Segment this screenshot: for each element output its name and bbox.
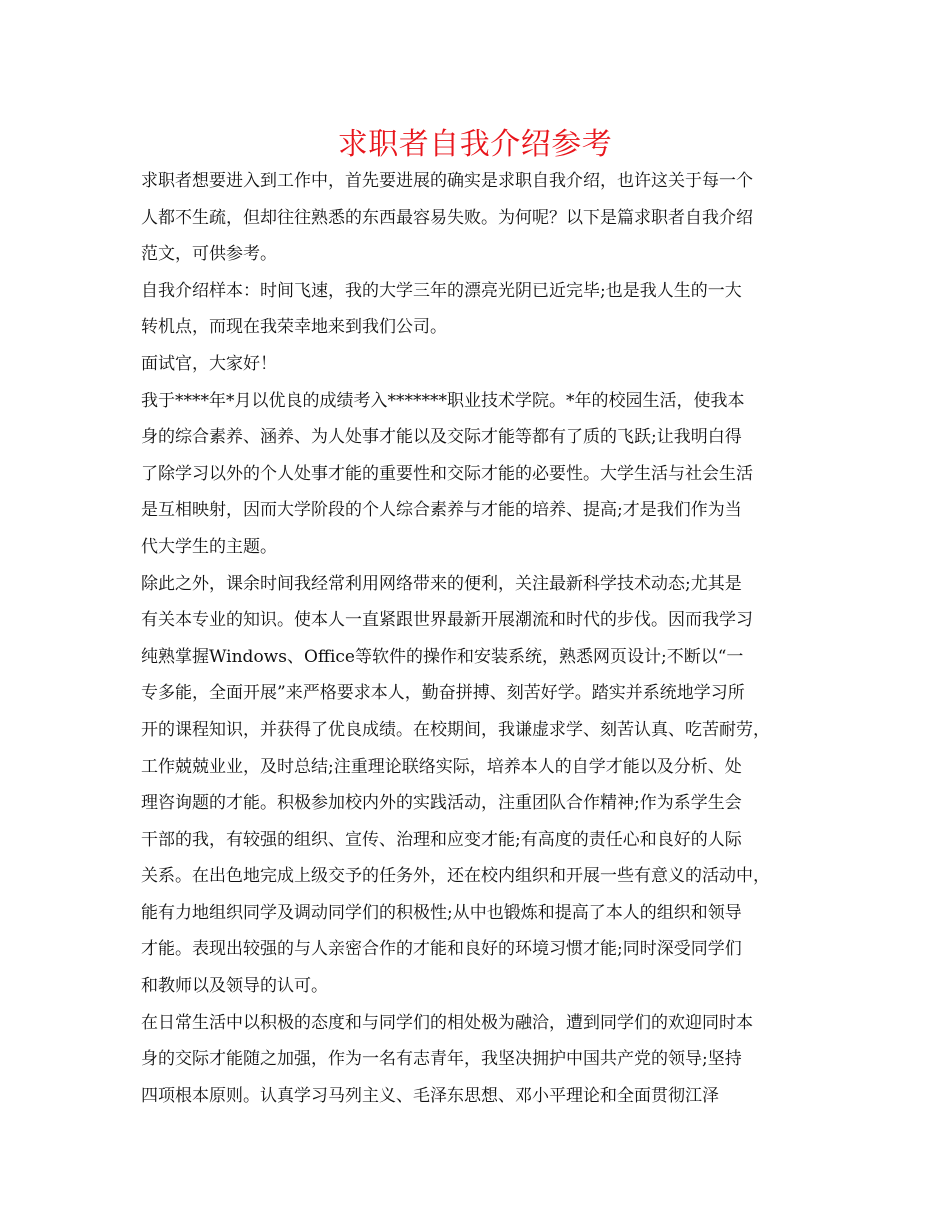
document-title: 求职者自我介绍参考: [337, 127, 613, 162]
body-text-line: 了除学习以外的个人处事才能的重要性和交际才能的必要性。大学生活与社会生活: [141, 463, 753, 484]
body-text-line: 有关本专业的知识。使本人一直紧跟世界最新开展潮流和时代的步伐。因而我学习: [141, 610, 753, 631]
body-text-line: 范文，可供参考。: [141, 244, 277, 265]
body-text-line: 身的交际才能随之加强，作为一名有志青年，我坚决拥护中国共产党的领导;坚持: [141, 1049, 742, 1070]
body-text-line: 求职者想要进入到工作中，首先要进展的确实是求职自我介绍，也许这关于每一个: [141, 171, 753, 191]
body-text-line: 开的课程知识，并获得了优良成绩。在校期间，我谦虚求学、刻苦认真、吃苦耐劳，: [141, 719, 770, 740]
body-text-line: 纯熟掌握Windows、Office等软件的操作和安装系统，熟悉网页设计;不断以“一: [141, 646, 744, 667]
document-body: [141, 163, 821, 1114]
body-text-line: 我于****年*月以优良的成绩考入*******职业技术学院。*年的校园生活，使我本: [141, 390, 745, 411]
body-text-line: 人都不生疏，但却往往熟悉的东西最容易失败。为何呢？以下是篇求职者自我介绍: [141, 207, 753, 228]
body-text-line: 干部的我，有较强的组织、宣传、治理和应变才能;有高度的责任心和良好的人际: [141, 829, 742, 850]
body-text-line: 转机点，而现在我荣幸地来到我们公司。: [141, 317, 447, 338]
body-text-line: 除此之外，课余时间我经常利用网络带来的便利，关注最新科学技术动态;尤其是: [141, 573, 742, 594]
body-text-line: 能有力地组织同学及调动同学们的积极性;从中也锻炼和提高了本人的组织和领导: [141, 902, 742, 923]
body-text-line: 是互相映射，因而大学阶段的个人综合素养与才能的培养、提高;才是我们作为当: [141, 500, 742, 521]
body-text-line: 和教师以及领导的认可。: [141, 976, 328, 997]
body-text-line: 理咨询题的才能。积极参加校内外的实践活动，注重团队合作精神;作为系学生会: [141, 793, 742, 814]
body-text-line: 四项根本原则。认真学习马列主义、毛泽东思想、邓小平理论和全面贯彻江泽: [141, 1085, 719, 1106]
body-text-line: 自我介绍样本：时间飞速，我的大学三年的漂亮光阴已近完毕;也是我人生的一大: [141, 280, 742, 301]
body-text-line: 专多能，全面开展”来严格要求本人，勤奋拼搏、刻苦好学。踏实并系统地学习所: [141, 683, 745, 704]
body-text-line: 工作兢兢业业，及时总结;注重理论联络实际，培养本人的自学才能以及分析、处: [141, 756, 742, 777]
body-text-line: 在日常生活中以积极的态度和与同学们的相处极为融洽，遭到同学们的欢迎同时本: [141, 1012, 753, 1033]
body-text-line: 面试官，大家好！: [141, 353, 277, 374]
body-text-line: 身的综合素养、涵养、为人处事才能以及交际才能等都有了质的飞跃;让我明白得: [141, 427, 742, 448]
body-text-line: 才能。表现出较强的与人亲密合作的才能和良好的环境习惯才能;同时深受同学们: [141, 939, 742, 960]
body-text-line: 关系。在出色地完成上级交予的任务外，还在校内组织和开展一些有意义的活动中，: [141, 866, 770, 887]
body-text-line: 代大学生的主题。: [141, 536, 277, 557]
